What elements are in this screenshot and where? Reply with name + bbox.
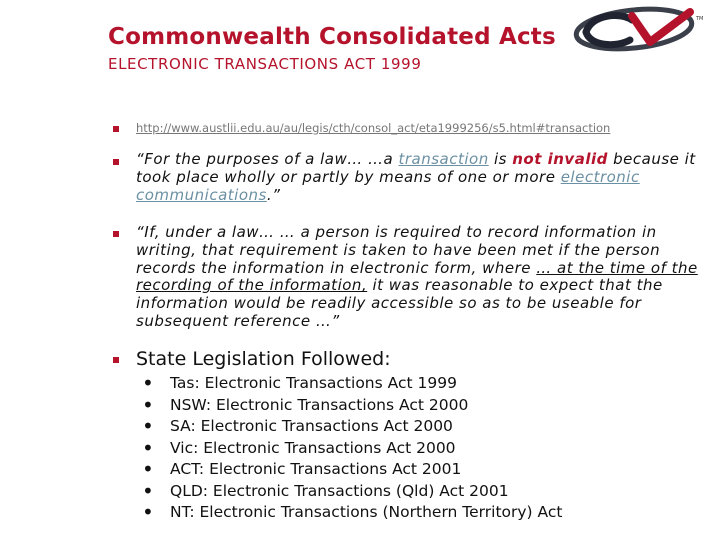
- list-item-label: Vic: Electronic Transactions Act 2000: [170, 438, 456, 457]
- quote2-underlined: … at the time of the recording of the information,: [136, 258, 698, 295]
- bullet-3: [113, 231, 119, 237]
- bullet-2: [113, 159, 119, 165]
- list-item-label: QLD: Electronic Transactions (Qld) Act 2001: [170, 481, 509, 500]
- bullet-dot-icon: •: [142, 500, 154, 524]
- quote-recording: [136, 224, 716, 331]
- list-item-label: SA: Electronic Transactions Act 2000: [170, 417, 453, 435]
- source-url-link[interactable]: http://www.austlii.edu.au/au/legis/cth/consol_act/eta1999256/s5.html#transaction: [136, 121, 611, 135]
- list-item: [140, 373, 562, 395]
- legislation-list: [140, 373, 562, 524]
- list-item: [140, 478, 562, 503]
- quote1-part1: “For the purposes of a law… …a: [136, 150, 399, 168]
- quote-definition: [136, 151, 716, 204]
- electronic-communications-link[interactable]: electronic communications: [136, 167, 640, 204]
- cv-logo-icon: [572, 6, 712, 52]
- bullet-1: [113, 126, 119, 132]
- list-item-label: ACT: Electronic Transactions Act 2001: [170, 460, 462, 478]
- bullet-dot-icon: •: [142, 392, 154, 417]
- bullet-dot-icon: •: [142, 414, 154, 438]
- bullet-dot-icon: •: [142, 371, 154, 395]
- bullet-dot-icon: •: [142, 435, 154, 460]
- list-item-label: NSW: Electronic Transactions Act 2000: [170, 395, 469, 414]
- quote1-part4: .”: [266, 185, 281, 204]
- quote2-part1: “If, under a law… … a person is required to record information in writing, that requirement is taken to have been met if the person records the information in electronic form, where: [136, 223, 661, 277]
- list-item: [140, 416, 562, 438]
- legislation-heading: State Legislation Followed:: [136, 348, 391, 370]
- list-item: [140, 392, 562, 417]
- page-title: Commonwealth Consolidated Acts: [108, 24, 556, 50]
- list-item-label: Tas: Electronic Transactions Act 1999: [170, 374, 457, 392]
- svg-text:TM: TM: [696, 16, 704, 22]
- list-item: [140, 459, 562, 481]
- quote1-part2: is: [488, 150, 513, 168]
- transaction-link[interactable]: transaction: [398, 150, 489, 168]
- list-item-label: NT: Electronic Transactions (Northern Territory) Act: [170, 503, 563, 521]
- not-invalid-emphasis: not invalid: [512, 150, 608, 168]
- quote1-part3: because it took place wholly or partly by means of one or more: [136, 150, 696, 186]
- bullet-dot-icon: •: [142, 457, 154, 481]
- list-item: [140, 502, 562, 524]
- list-item: [140, 435, 562, 460]
- bullet-dot-icon: •: [142, 478, 154, 503]
- bullet-4: [113, 357, 119, 363]
- quote2-part2: it was reasonable to expect that the information would be readily accessible so as to be useable for subsequent reference …”: [136, 276, 663, 330]
- page-subtitle: ELECTRONIC TRANSACTIONS ACT 1999: [108, 55, 422, 73]
